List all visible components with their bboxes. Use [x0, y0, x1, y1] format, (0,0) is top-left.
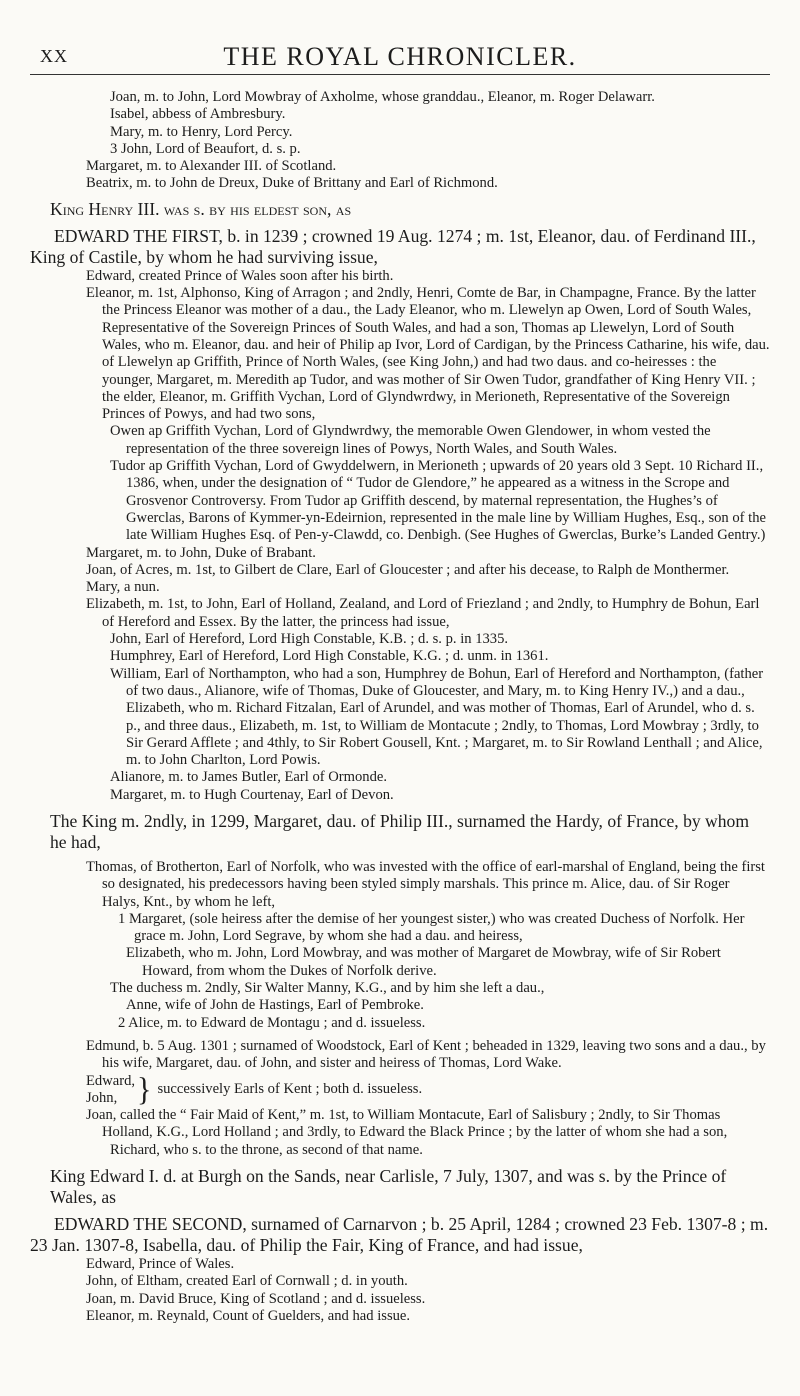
text-line: Elizabeth, who m. John, Lord Mowbray, and was mother of Margaret de Mowbray, wife of Sir Robert Howard, from whom the Dukes of Norfolk derive. [126, 945, 721, 979]
text-line: Joan, m. to John, Lord Mowbray of Axholme, whose granddau., Eleanor, m. Roger Delawarr. [110, 89, 655, 105]
brace-glyph: } [137, 1071, 152, 1108]
text-line: The duchess m. 2ndly, Sir Walter Manny, K.G., and by him she left a dau., [110, 980, 545, 997]
text-line: Joan, m. David Bruce, King of Scotland ; and d. issueless. [86, 1290, 426, 1307]
text-line: William, Earl of Northampton, who had a son, Humphrey de Bohun, Earl of Hereford and Northampton, (father of two daus., Alianore, wife of Thomas, Duke of Gloucester, and Mary, m. to King Henry IV.,) and a dau., Elizabeth, who m. Richard Fitzalan, Earl of Arundel, and was mother of Thomas, Earl of Arundel, who d. s. p., and three daus., Elizabeth, m. 1st, to William de Montacute ; 2ndly, to Thomas, Lord Mowbray ; 3rdly, to Sir Gerard Afflete ; and 4thly, to Sir Robert Gousell, Knt. ; Margaret, m. to Sir Rowland Lenthall ; and Alice, m. to John Charlton, Lord Powis. [110, 665, 764, 769]
text-line: 2 Alice, m. to Edward de Montagu ; and d. issueless. [118, 1014, 426, 1031]
text-line: Edward, Prince of Wales. [86, 1256, 235, 1273]
text-line: Humphrey, Earl of Hereford, Lord High Constable, K.G. ; d. unm. in 1361. [110, 648, 549, 665]
text-line: 3 John, Lord of Beaufort, d. s. p. [110, 140, 301, 157]
text-line: Edward, created Prince of Wales soon after his birth. [86, 267, 394, 284]
text-line: Owen ap Griffith Vychan, Lord of Glyndwrdwy, the memorable Owen Glendower, in whom vested the representation of the three sovereign lines of Powys, North Wales, and South Wales. [110, 423, 711, 457]
text-line: Mary, a nun. [86, 579, 160, 596]
text-line: The King m. 2ndly, in 1299, Margaret, dau. of Philip III., surnamed the Hardy, of France, by whom he had, [50, 810, 750, 852]
text-line: Edward, [86, 1072, 136, 1089]
text-line: Mary, m. to Henry, Lord Percy. [110, 123, 293, 140]
text-line: Isabel, abbess of Ambresbury. [110, 106, 286, 123]
text-line: Margaret, m. to John, Duke of Brabant. [86, 544, 316, 561]
text-line: Richard, who s. to the throne, as second of that name. [110, 1141, 423, 1158]
text-line: successively Earls of Kent ; both d. issueless. [157, 1081, 423, 1098]
page-number: XX [40, 46, 68, 66]
text-line: Elizabeth, m. 1st, to John, Earl of Holland, Zealand, and Lord of Friezland ; and 2ndly, to Humphry de Bohun, Earl of Hereford and Essex. By the latter, the princess had issue, [86, 596, 760, 630]
text-line: John, of Eltham, created Earl of Cornwall ; d. in youth. [86, 1273, 408, 1290]
page-header [30, 34, 770, 75]
text-line: Margaret, m. to Alexander III. of Scotland. [86, 158, 337, 175]
text-line: King Edward I. d. at Burgh on the Sands, near Carlisle, 7 July, 1307, and was s. by the Prince of Wales, as [50, 1166, 727, 1208]
reign-heading: EDWARD THE SECOND, surnamed of Carnarvon ; b. 25 April, 1284 ; crowned 23 Feb. 1307-8 ; m. 23 Jan. 1307-8, Isabella, dau. of Philip the Fair, King of France, and had issue, [30, 1214, 769, 1256]
text-line: Beatrix, m. to John de Dreux, Duke of Brittany and Earl of Richmond. [86, 175, 498, 192]
text-line: Eleanor, m. 1st, Alphonso, King of Arragon ; and 2ndly, Henri, Comte de Bar, in Champagne, France. By the latter the Princess Eleanor was mother of a dau., the Lady Eleanor, who m. Llewelyn ap Owen, Lord of South Wales, Representative of the Sovereign Princes of South Wales, and had a son, Thomas ap Llewelyn, Lord of South Wales, who m. Eleanor, dau. and heir of Philip ap Ivor, Lord of Cardigan, by the Princess Catharine, his wife, dau. of Llewelyn ap Griffith, Prince of North Wales, (see King John,) and had two daus. and co-heiresses : the younger, Margaret, m. Meredith ap Tudor, and was mother of Sir Owen Tudor, grandfather of King Henry VII. ; the elder, Eleanor, m. Griffith Vychan, Lord of Glyndwrdwy, in Merioneth, Representative of the Sovereign Princes of Powys, and had two sons, [86, 285, 770, 423]
brace-group [30, 1073, 770, 1108]
text-line: Joan, called the “ Fair Maid of Kent,” m. 1st, to William Montacute, Earl of Salisbury ; 2ndly, to Sir Thomas Holland, K.G., Lord Holland ; and 3rdly, to Edward the Black Prince ; by the latter of whom she had a son, [86, 1107, 728, 1141]
text-line: Anne, wife of John de Hastings, Earl of Pembroke. [126, 997, 424, 1014]
text-line: John, Earl of Hereford, Lord High Constable, K.B. ; d. s. p. in 1335. [110, 631, 509, 648]
text-line: 1 Margaret, (sole heiress after the demise of her youngest sister,) who was created Duchess of Norfolk. Her grace m. John, Lord Segrave, by whom she had a dau. and heiress, [118, 910, 745, 945]
text-line: John, [86, 1089, 118, 1106]
text-line: Edmund, b. 5 Aug. 1301 ; surnamed of Woodstock, Earl of Kent ; beheaded in 1329, leaving two sons and a dau., by his wife, Margaret, dau. of John, and sister and heiress of Thomas, Lord Wake. [86, 1037, 766, 1072]
text-line: Eleanor, m. Reynald, Count of Guelders, and had issue. [86, 1307, 411, 1324]
text-body [30, 89, 770, 1325]
text-line: Alianore, m. to James Butler, Earl of Ormonde. [110, 769, 388, 786]
text-line: Tudor ap Griffith Vychan, Lord of Gwyddelwern, in Merioneth ; upwards of 20 years old 3 Sept. 10 Richard II., 1386, when, under the designation of “ Tudor de Glendore,” he appeared as a witness in the Scrope and Grosvenor Controversy. From Tudor ap Griffith descend, by maternal representation, the Hughes’s of Gwerclas, Barons of Kymmer-yn-Edeirnion, represented in the male line by William Hughes, Esq., son of the late William Hughes Esq. of Pen-y-Clawdd, co. Denbigh. (See Hughes of Gwerclas, Burke’s Landed Gentry.) [110, 458, 767, 544]
text-line: Thomas, of Brotherton, Earl of Norfolk, who was invested with the office of earl-marshal of England, being the first so designated, his predecessors having been styled simply marshals. This prince m. Alice, dau. of Sir Roger Halys, Knt., by whom he left, [86, 858, 765, 910]
text-line: Margaret, m. to Hugh Courtenay, Earl of Devon. [110, 786, 394, 803]
brace-names [86, 1073, 135, 1108]
text-line: King Henry III. was s. by his eldest son, as [50, 198, 352, 219]
running-title: THE ROYAL CHRONICLER. [223, 42, 577, 71]
text-line: Joan, of Acres, m. 1st, to Gilbert de Clare, Earl of Gloucester ; and after his decease, to Ralph de Monthermer. [86, 561, 730, 578]
reign-heading: EDWARD THE FIRST, b. in 1239 ; crowned 19 Aug. 1274 ; m. 1st, Eleanor, dau. of Ferdinand III., King of Castile, by whom he had surviving issue, [30, 225, 756, 267]
